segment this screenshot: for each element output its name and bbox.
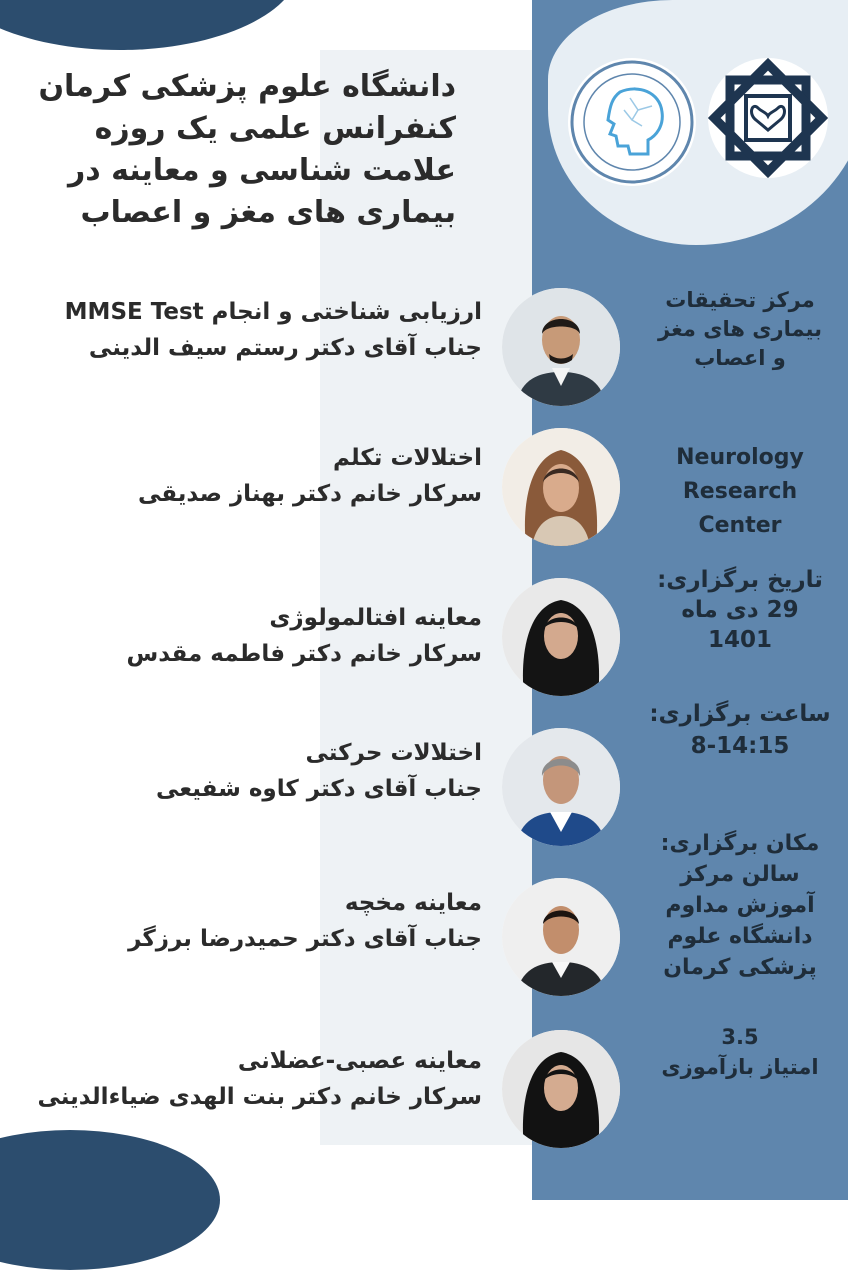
- speaker-name: سرکار خانم دکتر فاطمه مقدس: [126, 641, 482, 667]
- time-value: 8-14:15: [690, 733, 790, 759]
- eight-point-star-icon: [708, 58, 828, 178]
- info-line: Research: [682, 479, 798, 504]
- speaker-topic: معاینه عصبی-عضلانی: [237, 1048, 482, 1074]
- title-line: دانشگاه علوم پزشکی کرمان: [38, 69, 456, 104]
- decorative-blob-top-left: [0, 0, 300, 50]
- speaker-text: [2, 600, 482, 672]
- event-time: [642, 698, 838, 762]
- female-portrait-icon: [502, 428, 620, 546]
- speaker-photo: [502, 728, 620, 846]
- research-center-name-fa: [642, 286, 838, 373]
- female-portrait-icon: [502, 1030, 620, 1148]
- info-line: مرکز تحقیقات: [665, 288, 815, 312]
- speaker-text: [2, 294, 482, 366]
- credits-label: امتیاز بازآموزی: [661, 1055, 819, 1079]
- info-line: Neurology: [676, 445, 804, 470]
- female-portrait-icon: [502, 578, 620, 696]
- credits-value: 3.5: [721, 1025, 759, 1049]
- speaker-text: [2, 440, 482, 512]
- title-line: بیماری های مغز و اعصاب: [80, 195, 456, 230]
- speaker-text: [2, 885, 482, 957]
- speaker-topic: اختلالات تکلم: [333, 445, 482, 471]
- speaker-name: سرکار خانم دکتر بنت الهدی ضیاءالدینی: [37, 1084, 482, 1110]
- speaker-photo: [502, 428, 620, 546]
- speaker-photo: [502, 288, 620, 406]
- speaker-name: جناب آقای دکتر حمیدرضا برزگر: [128, 926, 482, 952]
- venue-line: پزشکی کرمان: [663, 955, 817, 980]
- male-portrait-icon: [502, 878, 620, 996]
- head-map-icon: [568, 58, 696, 186]
- info-line: و اعصاب: [694, 346, 786, 370]
- title-line: کنفرانس علمی یک روزه: [94, 111, 456, 146]
- title-line: علامت شناسی و معاینه در: [67, 153, 456, 188]
- date-label: تاریخ برگزاری:: [657, 567, 823, 593]
- speaker-topic: ارزیابی شناختی و انجام MMSE Test: [64, 299, 482, 325]
- speaker-photo: [502, 578, 620, 696]
- date-year: 1401: [707, 627, 772, 653]
- speaker-topic: معاینه افتالمولوژی: [269, 605, 482, 631]
- info-line: Center: [698, 513, 782, 538]
- speaker-photo: [502, 878, 620, 996]
- event-venue: [642, 828, 838, 983]
- university-logo: [708, 58, 828, 178]
- speaker-name: جناب آقای دکتر کاوه شفیعی: [156, 776, 482, 802]
- speaker-photo: [502, 1030, 620, 1148]
- speaker-name: سرکار خانم دکتر بهناز صدیقی: [137, 481, 482, 507]
- venue-line: سالن مرکز: [680, 862, 800, 887]
- speaker-topic: معاینه مخچه: [344, 890, 482, 916]
- conference-title: [26, 66, 456, 234]
- event-date: [642, 565, 838, 655]
- male-portrait-icon: [502, 728, 620, 846]
- speaker-text: [2, 735, 482, 807]
- speaker-topic: اختلالات حرکتی: [305, 740, 482, 766]
- cme-credits: [642, 1022, 838, 1082]
- research-center-name-en: [642, 441, 838, 543]
- male-portrait-icon: [502, 288, 620, 406]
- venue-label: مکان برگزاری:: [660, 831, 820, 856]
- speaker-name: جناب آقای دکتر رستم سیف الدینی: [88, 335, 482, 361]
- neurology-center-logo: [568, 58, 696, 186]
- venue-line: دانشگاه علوم: [667, 924, 813, 949]
- date-value: 29 دی ماه: [681, 597, 799, 623]
- venue-line: آموزش مداوم: [665, 893, 815, 918]
- info-line: بیماری های مغز: [658, 317, 822, 341]
- time-label: ساعت برگزاری:: [649, 701, 831, 727]
- speaker-text: [0, 1043, 482, 1115]
